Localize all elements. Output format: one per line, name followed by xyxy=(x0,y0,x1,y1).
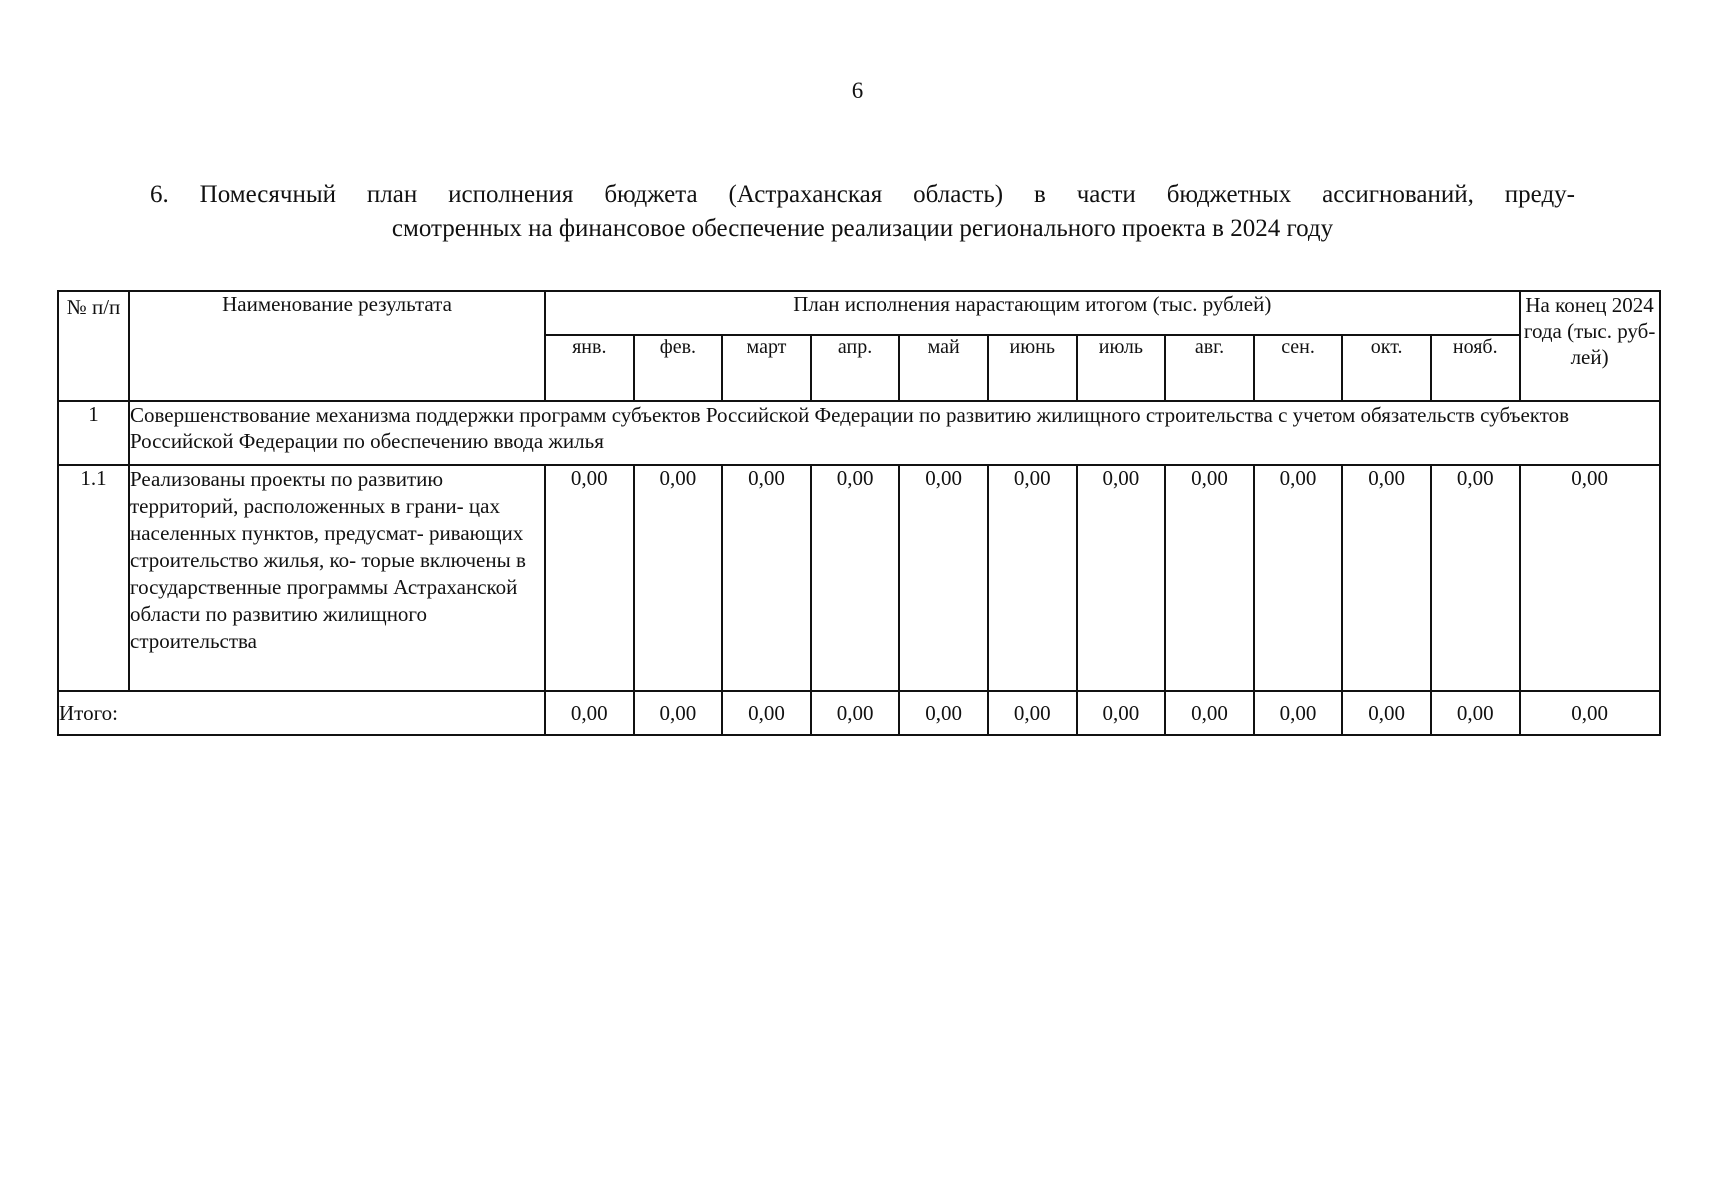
section-number: 1 xyxy=(58,401,129,465)
section-row xyxy=(58,401,1660,465)
header-month: июль xyxy=(1077,335,1166,401)
total-row xyxy=(58,691,1660,735)
header-month: сен. xyxy=(1254,335,1343,401)
result-value: 0,00 xyxy=(899,465,988,691)
total-value: 0,00 xyxy=(1342,691,1431,735)
title-line-2: смотренных на финансовое обеспечение реализации регионального проекта в 2024 году xyxy=(391,215,1334,242)
section-title: Совершенствование механизма поддержки программ субъектов Российской Федерации по развитию жилищного строительства с учетом обязательств субъектов Российской Федерации по обеспечению ввода жилья xyxy=(129,401,1660,465)
result-value: 0,00 xyxy=(1431,465,1520,691)
result-row xyxy=(58,465,1660,691)
result-value: 0,00 xyxy=(545,465,634,691)
result-value: 0,00 xyxy=(1254,465,1343,691)
total-end-value: 0,00 xyxy=(1520,691,1660,735)
document-title xyxy=(150,178,1575,246)
result-value: 0,00 xyxy=(1077,465,1166,691)
header-month: март xyxy=(722,335,811,401)
header-month: фев. xyxy=(634,335,723,401)
header-month: нояб. xyxy=(1431,335,1520,401)
result-number: 1.1 xyxy=(58,465,129,691)
result-value: 0,00 xyxy=(811,465,900,691)
total-value: 0,00 xyxy=(1431,691,1520,735)
total-value: 0,00 xyxy=(1077,691,1166,735)
total-value: 0,00 xyxy=(988,691,1077,735)
result-value: 0,00 xyxy=(634,465,723,691)
total-value: 0,00 xyxy=(722,691,811,735)
header-month: июнь xyxy=(988,335,1077,401)
budget-plan-table xyxy=(57,290,1661,736)
header-num: № п/п xyxy=(58,291,129,401)
result-value: 0,00 xyxy=(988,465,1077,691)
title-line-1: 6. Помесячный план исполнения бюджета (Астраханская область) в части бюджетных ассигнований, преду- xyxy=(150,181,1575,208)
page-number: 6 xyxy=(851,78,864,103)
result-name: Реализованы проекты по развитию территорий, расположенных в грани- цах населенных пунктов, предусмат- ривающих строительство жилья, ко- торые включены в государственные программы Астраханской области по развитию жилищного строительства xyxy=(129,465,545,691)
total-value: 0,00 xyxy=(634,691,723,735)
total-value: 0,00 xyxy=(1165,691,1254,735)
total-value: 0,00 xyxy=(899,691,988,735)
total-value: 0,00 xyxy=(811,691,900,735)
header-name: Наименование результата xyxy=(129,291,545,401)
result-value: 0,00 xyxy=(722,465,811,691)
header-end-of-year: На конец 2024 года (тыс. руб- лей) xyxy=(1520,291,1660,401)
result-value: 0,00 xyxy=(1342,465,1431,691)
total-value: 0,00 xyxy=(545,691,634,735)
result-end-value: 0,00 xyxy=(1520,465,1660,691)
header-month: янв. xyxy=(545,335,634,401)
header-month: авг. xyxy=(1165,335,1254,401)
total-value: 0,00 xyxy=(1254,691,1343,735)
total-label: Итого: xyxy=(58,691,545,735)
header-month: май xyxy=(899,335,988,401)
header-month: апр. xyxy=(811,335,900,401)
header-row-top xyxy=(58,291,1660,335)
header-month: окт. xyxy=(1342,335,1431,401)
header-plan: План исполнения нарастающим итогом (тыс. рублей) xyxy=(545,291,1520,335)
result-value: 0,00 xyxy=(1165,465,1254,691)
